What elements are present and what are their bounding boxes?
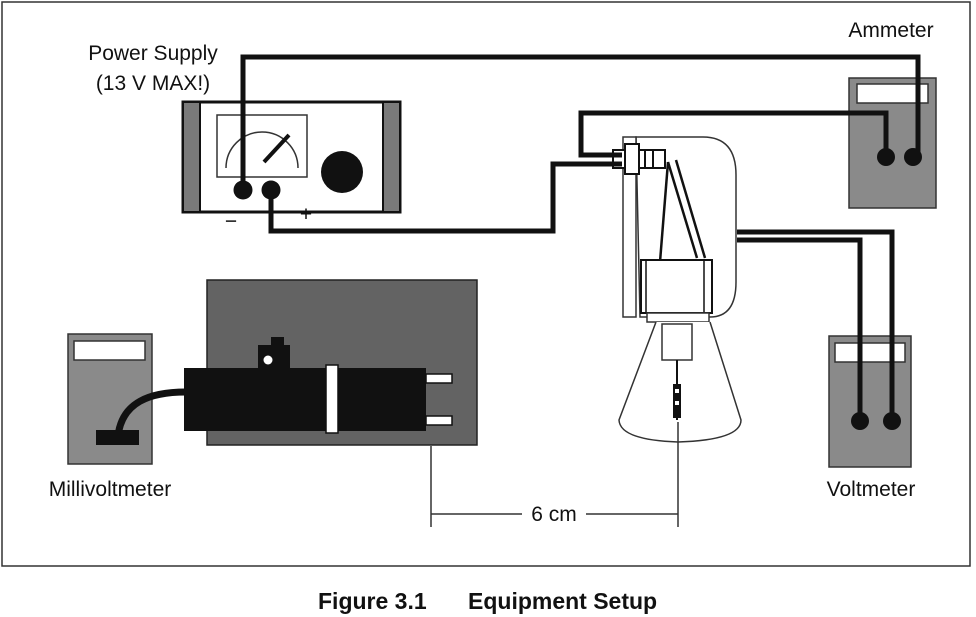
power-supply-knob xyxy=(321,151,363,193)
millivoltmeter-label: Millivoltmeter xyxy=(48,478,172,501)
power-supply xyxy=(183,102,400,233)
sensor-knob xyxy=(264,356,273,365)
power-supply-meter xyxy=(217,115,307,177)
plus-sign: + xyxy=(299,203,313,226)
power-supply-label: Power Supply xyxy=(88,42,218,65)
voltmeter-label: Voltmeter xyxy=(826,478,916,501)
power-supply-left-panel xyxy=(183,102,200,212)
millivoltmeter-display xyxy=(74,341,145,360)
ammeter xyxy=(849,78,936,208)
figure-number: Figure 3.1 xyxy=(318,588,427,614)
power-supply-note: (13 V MAX!) xyxy=(95,72,211,95)
power-supply-right-panel xyxy=(383,102,400,212)
minus-sign: − xyxy=(224,210,238,233)
ammeter-label: Ammeter xyxy=(848,19,934,42)
sensor-collar xyxy=(326,365,338,433)
figure-title: Equipment Setup xyxy=(468,588,658,614)
distance-label: 6 cm xyxy=(531,503,577,526)
bulb-base xyxy=(641,260,712,313)
sensor-pin-bottom xyxy=(426,416,452,425)
sensor-pin-top xyxy=(426,374,452,383)
sensor-plug xyxy=(96,430,139,445)
radiation-source xyxy=(613,137,741,442)
sensor-knob-mount xyxy=(258,345,290,370)
voltmeter xyxy=(829,336,911,467)
